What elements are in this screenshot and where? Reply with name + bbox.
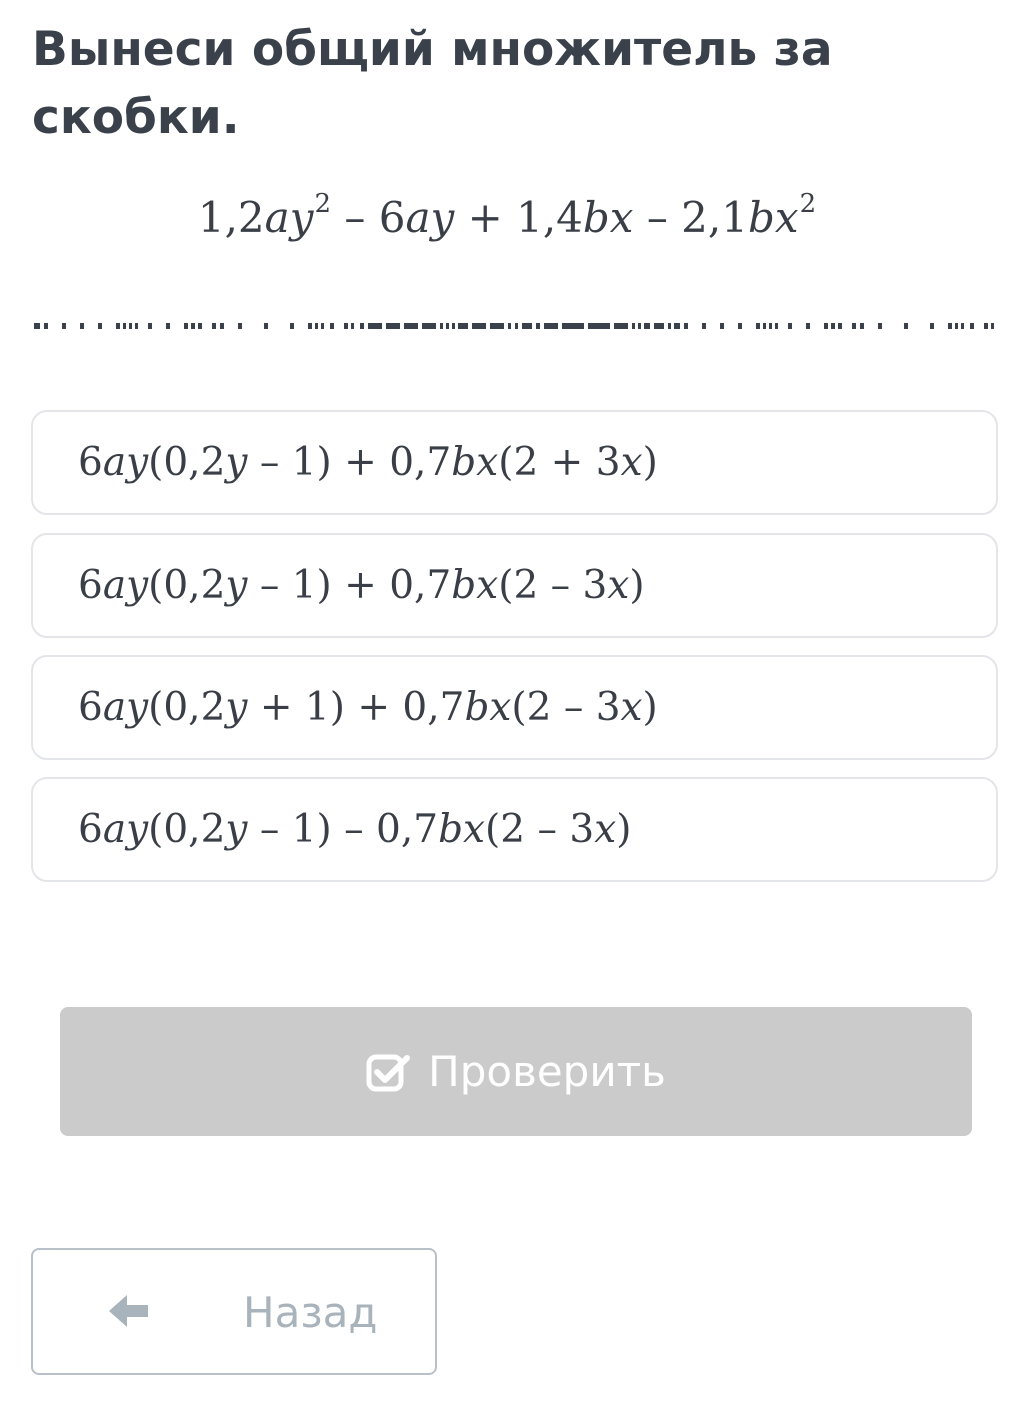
answer-option-2[interactable] <box>31 533 998 638</box>
check-button[interactable] <box>60 1007 972 1136</box>
checkbox-check-icon <box>366 1052 410 1092</box>
back-button[interactable] <box>31 1248 437 1375</box>
check-button-label: Проверить <box>428 1047 666 1096</box>
answer-option-text: 6ay(0,2y + 1) + 0,7bx(2 – 3x) <box>78 685 658 730</box>
answer-option-1[interactable] <box>31 410 998 515</box>
answer-option-text: 6ay(0,2y – 1) + 0,7bx(2 – 3x) <box>78 563 645 608</box>
back-button-label: Назад <box>243 1288 378 1337</box>
answer-option-4[interactable] <box>31 777 998 882</box>
task-title: Вынеси общий множитель за скобки. <box>32 22 833 145</box>
task-expression: $1,2ay^2 - 6ay + 1,4bx - 2,1bx^2$ <box>197 189 817 242</box>
arrow-left-icon <box>105 1291 151 1331</box>
answer-drop-zone[interactable] <box>34 320 1000 332</box>
answer-option-3[interactable] <box>31 655 998 760</box>
answer-option-text: 6ay(0,2y – 1) – 0,7bx(2 – 3x) <box>78 807 632 852</box>
answer-option-text: 6ay(0,2y – 1) + 0,7bx(2 + 3x) <box>78 440 658 485</box>
